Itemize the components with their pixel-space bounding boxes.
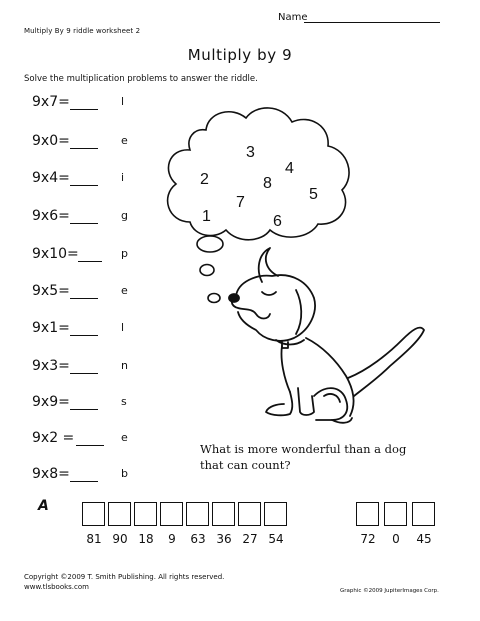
answer-prefix: A xyxy=(38,498,49,514)
problem-expression: 9x2 = xyxy=(32,430,75,446)
answer-box[interactable] xyxy=(264,502,287,526)
answer-key-number: 36 xyxy=(216,532,232,546)
dog-drawing xyxy=(229,248,424,423)
problem-letter: s xyxy=(121,395,127,408)
problem-expression: 9x6= xyxy=(32,208,70,224)
problem-letter: l xyxy=(121,321,125,334)
answer-box[interactable] xyxy=(186,502,209,526)
problem-expression: 9x4= xyxy=(32,170,70,186)
problem-letter: e xyxy=(121,134,128,147)
problem-expression: 9x7= xyxy=(32,94,70,110)
thought-number: 5 xyxy=(309,186,318,203)
answer-key-number: 90 xyxy=(112,532,128,546)
riddle-line-2: that can count? xyxy=(200,458,291,472)
copyright-notice xyxy=(24,572,224,592)
thought-number: 7 xyxy=(236,194,245,211)
answer-key-number: 27 xyxy=(242,532,258,546)
answer-key-number: 72 xyxy=(360,532,376,546)
problem-expression: 9x3= xyxy=(32,358,70,374)
problem-expression: 9x10= xyxy=(32,246,79,262)
website-link[interactable]: www.tlsbooks.com xyxy=(24,583,89,591)
graphic-credit: Graphic ©2009 JupiterImages Corp. xyxy=(340,588,439,594)
thought-number: 1 xyxy=(202,208,211,225)
riddle-line-1: What is more wonderful than a dog xyxy=(200,442,407,456)
thought-bubble-medium xyxy=(200,265,214,276)
instructions: Solve the multiplication problems to answer the riddle. xyxy=(24,74,258,84)
answer-box[interactable] xyxy=(384,502,407,526)
thought-number: 8 xyxy=(263,175,272,192)
answer-box[interactable] xyxy=(134,502,157,526)
thought-number: 3 xyxy=(246,144,255,161)
problem-letter: n xyxy=(121,359,128,372)
answer-key-number: 45 xyxy=(416,532,432,546)
problem-letter: p xyxy=(121,247,128,260)
answer-box[interactable] xyxy=(238,502,261,526)
answer-key-number: 63 xyxy=(190,532,206,546)
answer-key-number: 81 xyxy=(86,532,102,546)
name-label: Name xyxy=(278,12,308,23)
answer-box[interactable] xyxy=(160,502,183,526)
problem-letter: e xyxy=(121,431,128,444)
problem-letter: i xyxy=(121,171,125,184)
thought-bubble-large xyxy=(197,236,223,252)
copyright-text: Copyright ©2009 T. Smith Publishing. All rights reserved. xyxy=(24,573,225,581)
problem-expression: 9x0= xyxy=(32,133,70,149)
riddle-question xyxy=(200,441,406,473)
answer-box[interactable] xyxy=(212,502,235,526)
answer-key-number: 9 xyxy=(168,532,176,546)
problem-letter: e xyxy=(121,284,128,297)
thought-number: 2 xyxy=(200,171,209,188)
answer-box[interactable] xyxy=(108,502,131,526)
problem-expression: 9x8= xyxy=(32,466,70,482)
answer-key-number: 18 xyxy=(138,532,154,546)
answer-key-number: 54 xyxy=(268,532,284,546)
answer-box[interactable] xyxy=(82,502,105,526)
answer-box[interactable] xyxy=(356,502,379,526)
problem-letter: g xyxy=(121,209,128,222)
problem-expression: 9x1= xyxy=(32,320,70,336)
problem-expression: 9x5= xyxy=(32,283,70,299)
page-title: Multiply by 9 xyxy=(187,46,293,64)
problem-letter: b xyxy=(121,467,128,480)
answer-key-number: 0 xyxy=(392,532,400,546)
thought-number: 4 xyxy=(285,160,294,177)
thought-cloud xyxy=(168,108,349,240)
dog-nose xyxy=(229,294,239,302)
answer-box[interactable] xyxy=(412,502,435,526)
problem-expression: 9x9= xyxy=(32,394,70,410)
worksheet-subtitle: Multiply By 9 riddle worksheet 2 xyxy=(24,27,141,35)
problem-letter: l xyxy=(121,95,125,108)
thought-number: 6 xyxy=(273,213,282,230)
thought-bubble-small xyxy=(208,294,220,303)
